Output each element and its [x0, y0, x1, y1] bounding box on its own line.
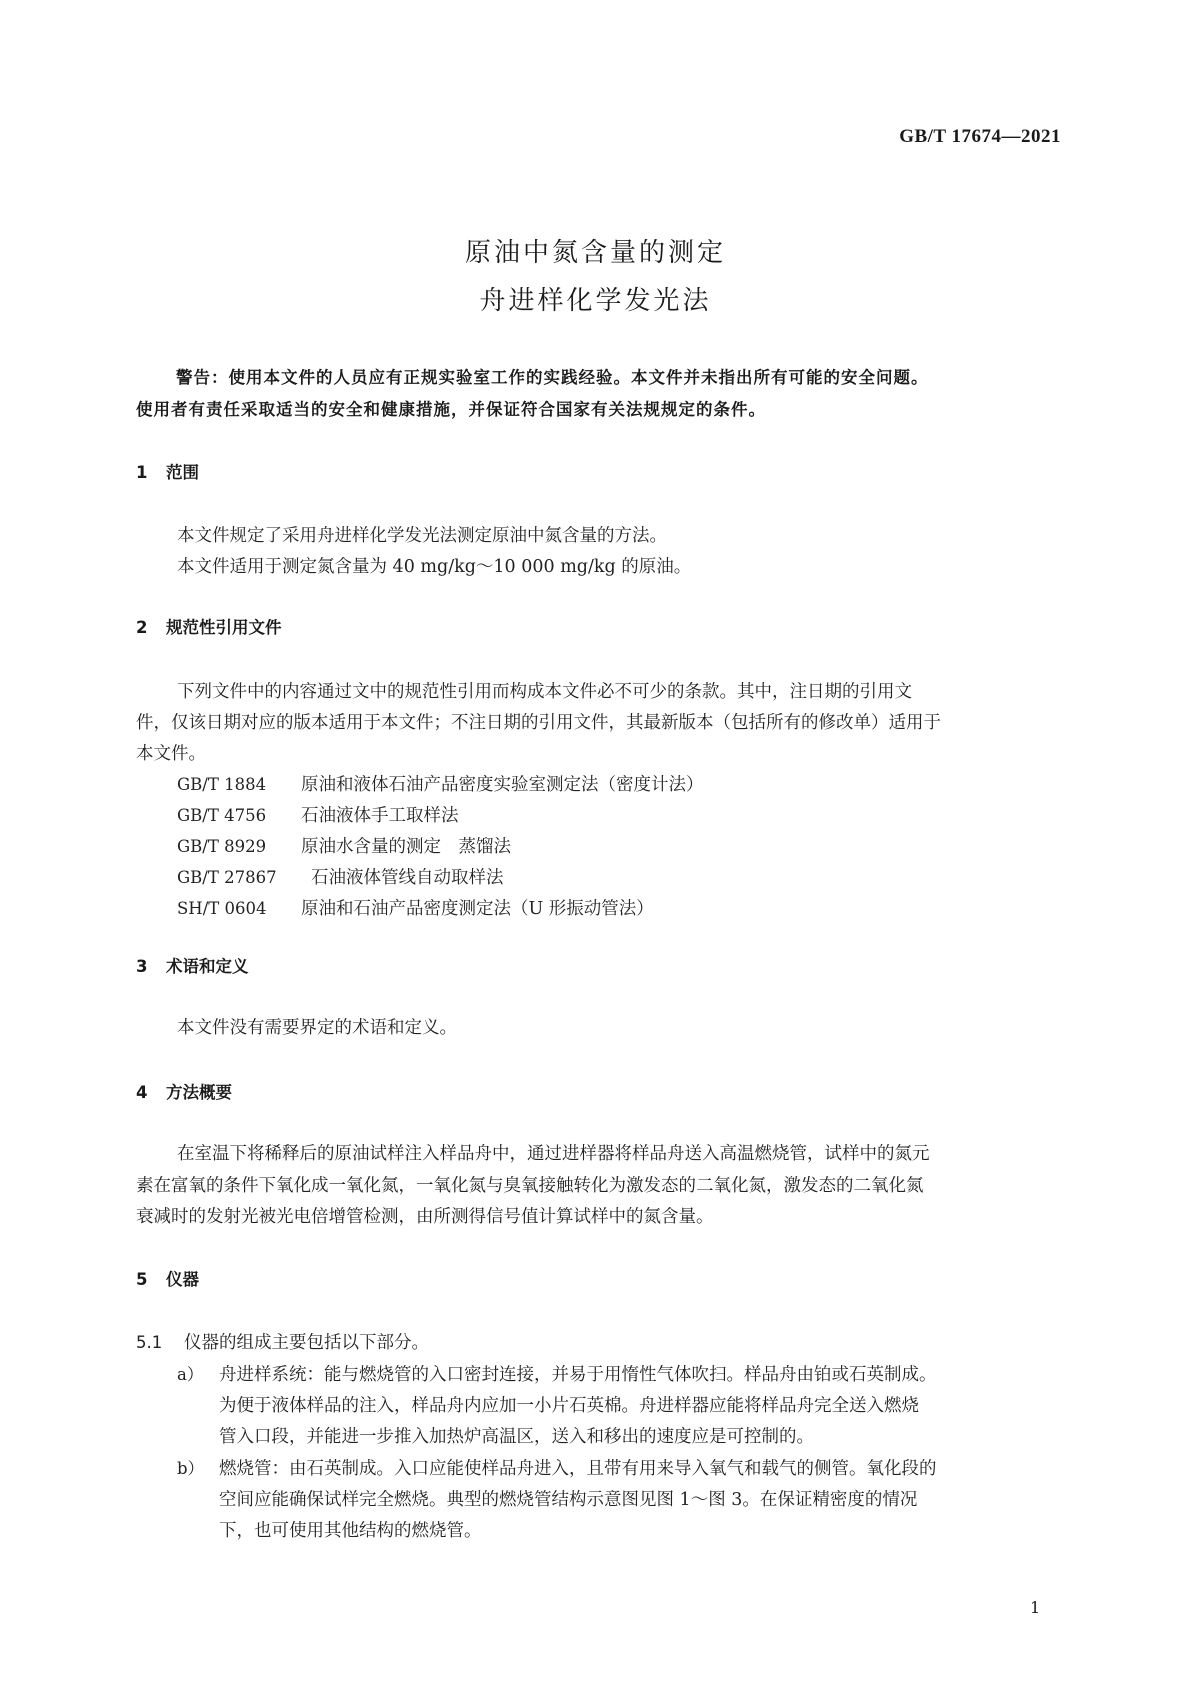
section-1-para-2: 本文件适用于测定氮含量为 40 mg/kg～10 000 mg/kg 的原油。 — [177, 557, 692, 577]
list-item-b-line-3: 下，也可使用其他结构的燃烧管。 — [219, 1521, 482, 1541]
section-title: 方法概要 — [166, 1083, 232, 1102]
section-1-heading — [136, 459, 199, 483]
section-number: 2 — [136, 618, 148, 637]
item-letter: a） — [177, 1365, 204, 1384]
clause-number: 5.1 — [136, 1333, 163, 1352]
section-2-line-3: 本文件。 — [136, 744, 206, 764]
reference-code: GB/T 27867 — [177, 868, 277, 887]
section-4-line-1: 在室温下将稀释后的原油试样注入样品舟中，通过进样器将样品舟送入高温燃烧管，试样中的氮元 — [177, 1144, 930, 1164]
list-item-b-line-1 — [177, 1455, 937, 1480]
list-item-a-line-2: 为便于液体样品的注入，样品舟内应加一小片石英棉。舟进样器应能将样品舟完全送入燃烧 — [219, 1396, 919, 1416]
item-text: 燃烧管：由石英制成。入口应能使样品舟进入，且带有用来导入氧气和载气的侧管。氧化段的 — [219, 1459, 937, 1479]
section-3-para: 本文件没有需要界定的术语和定义。 — [177, 1018, 457, 1038]
reference-title: 石油液体手工取样法 — [301, 806, 459, 826]
clause-text: 仪器的组成主要包括以下部分。 — [184, 1333, 429, 1353]
list-item-a-line-1 — [177, 1361, 937, 1386]
reference-entry — [177, 802, 459, 827]
reference-code: GB/T 1884 — [177, 775, 267, 794]
reference-entry — [177, 895, 654, 920]
reference-title: 原油水含量的测定 蒸馏法 — [301, 837, 511, 857]
reference-entry — [177, 833, 511, 858]
section-number: 4 — [136, 1083, 148, 1102]
warning-line-2: 使用者有责任采取适当的安全和健康措施，并保证符合国家有关法规规定的条件。 — [136, 400, 766, 419]
section-title: 规范性引用文件 — [166, 618, 282, 637]
item-letter: b） — [177, 1459, 205, 1478]
item-text: 舟进样系统：能与燃烧管的入口密封连接，并易于用惰性气体吹扫。样品舟由铂或石英制成。 — [219, 1365, 937, 1385]
section-number: 1 — [136, 463, 148, 482]
reference-code: SH/T 0604 — [177, 899, 267, 918]
section-2-line-2: 件，仅该日期对应的版本适用于本文件；不注日期的引用文件，其最新版本（包括所有的修改单）适用于 — [136, 713, 941, 733]
reference-title: 原油和石油产品密度测定法（U 形振动管法） — [301, 899, 654, 919]
section-4-line-3: 衰减时的发射光被光电倍增管检测，由所测得信号值计算试样中的氮含量。 — [136, 1207, 714, 1227]
reference-title: 原油和液体石油产品密度实验室测定法（密度计法） — [301, 775, 704, 795]
list-item-a-line-3: 管入口段，并能进一步推入加热炉高温区，送入和移出的速度应是可控制的。 — [219, 1427, 814, 1447]
section-title: 范围 — [166, 463, 199, 482]
standard-code: GB/T 17674—2021 — [899, 126, 1061, 147]
title-line-2: 舟进样化学发光法 — [479, 286, 712, 316]
section-title: 术语和定义 — [166, 957, 249, 976]
section-number: 3 — [136, 957, 148, 976]
clause-5-1 — [136, 1329, 429, 1354]
reference-code: GB/T 8929 — [177, 837, 267, 856]
reference-title: 石油液体管线自动取样法 — [311, 868, 504, 888]
section-3-heading — [136, 953, 249, 977]
section-4-line-2: 素在富氧的条件下氧化成一氧化氮，一氧化氮与臭氧接触转化为激发态的二氧化氮，激发态的二氧化氮 — [136, 1176, 924, 1196]
section-5-heading — [136, 1266, 199, 1290]
list-item-b-line-2: 空间应能确保试样完全燃烧。典型的燃烧管结构示意图见图 1～图 3。在保证精密度的情况 — [219, 1490, 918, 1510]
title-line-1: 原油中氮含量的测定 — [464, 238, 726, 268]
reference-entry — [177, 864, 504, 889]
reference-entry — [177, 771, 704, 796]
section-4-heading — [136, 1079, 232, 1103]
section-1-para-1: 本文件规定了采用舟进样化学发光法测定原油中氮含量的方法。 — [177, 526, 667, 546]
section-title: 仪器 — [166, 1270, 199, 1289]
section-2-heading — [136, 614, 282, 638]
reference-code: GB/T 4756 — [177, 806, 267, 825]
warning-line-1: 警告：使用本文件的人员应有正规实验室工作的实践经验。本文件并未指出所有可能的安全问题。 — [176, 368, 929, 387]
section-2-line-1: 下列文件中的内容通过文中的规范性引用而构成本文件必不可少的条款。其中，注日期的引用文 — [177, 682, 912, 702]
page-number: 1 — [1030, 1598, 1041, 1617]
section-number: 5 — [136, 1270, 148, 1289]
